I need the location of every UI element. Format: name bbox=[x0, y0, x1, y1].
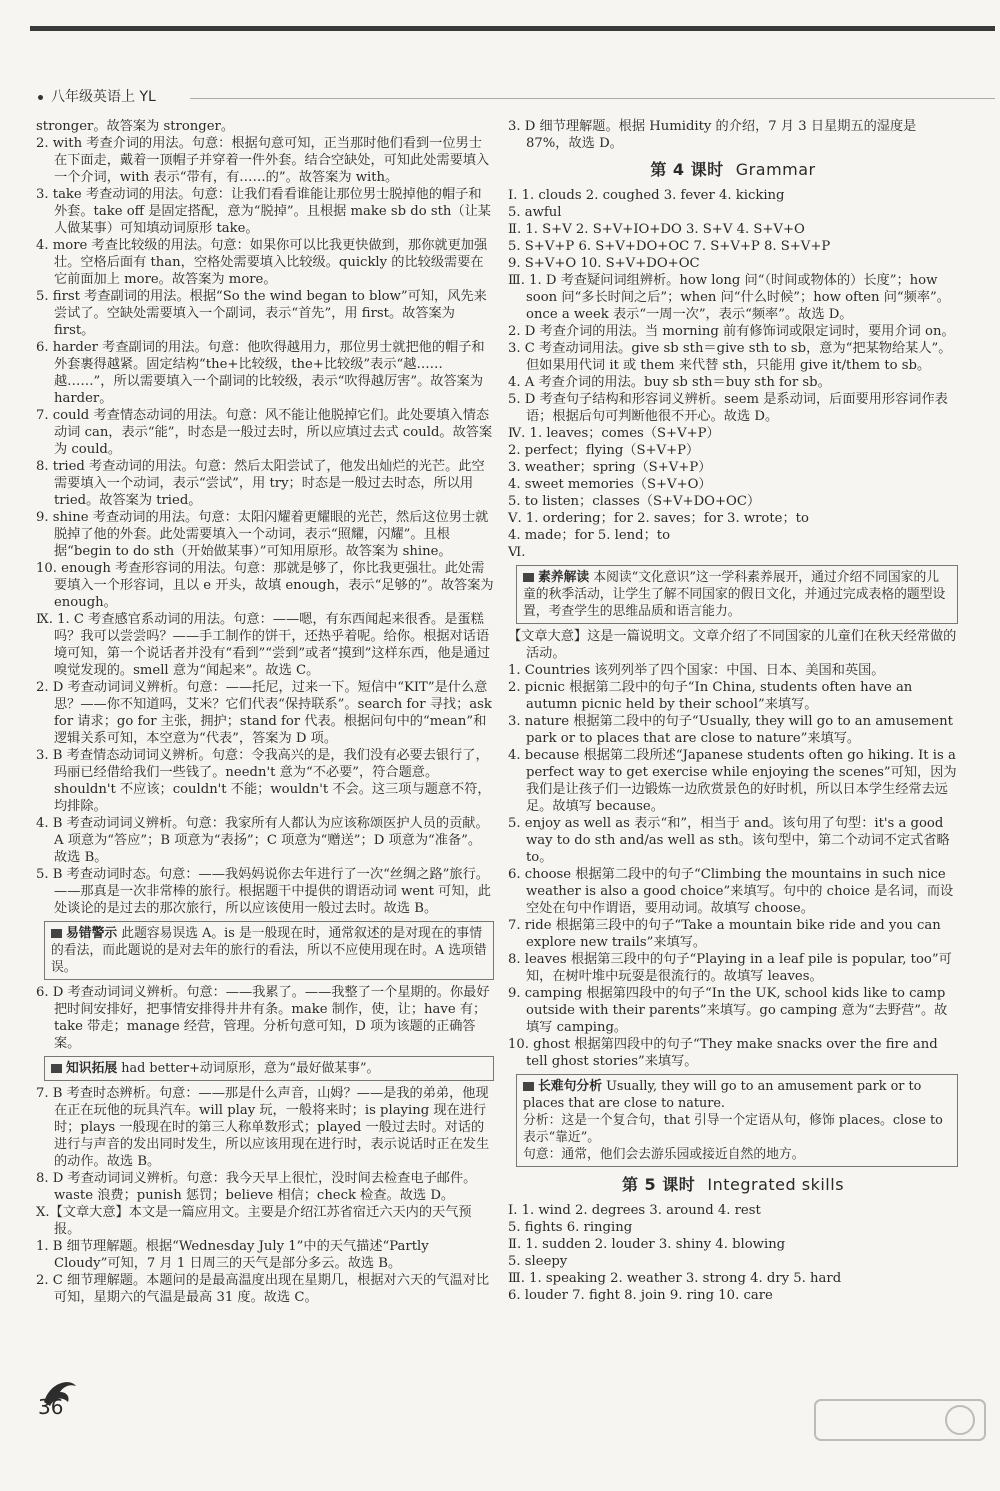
list-item: 2. C 细节理解题。本题问的是最高温度出现在星期几，根据对六天的气温对比可知，星期六的气温是最高 31 度。故选 C。 bbox=[36, 1273, 490, 1305]
list-item: 5. D 考查句子结构和形容词义辨析。seem 是系动词，后面要用形容词作表语；根据后句可判断他很不开心。故选 D。 bbox=[508, 392, 948, 424]
list-item: 2. with 考查介词的用法。句意：根据句意可知，正当那时他们看到一位男士在下面走，戴着一顶帽子并穿着一件外套。结合空缺处，可知此处需要填入一个介词，with 表示“带有，有……的”。故答案为 with。 bbox=[36, 136, 490, 185]
left-column bbox=[36, 118, 494, 1306]
error-warning-box bbox=[44, 921, 494, 980]
list-item: 4. A 考查介词的用法。buy sb sth＝buy sth for sb。 bbox=[508, 375, 831, 390]
box-tag: 知识拓展 bbox=[66, 1061, 118, 1076]
lesson-title: Grammar bbox=[735, 160, 816, 179]
list-item: 3. B 考查情态动词词义辨析。句意：令我高兴的是，我们没有必要去银行了，玛丽已经借给我们一些钱了。needn't 意为“不必要”，符合题意。shouldn't 不应该；couldn't 不能；wouldn't 不会。这三项与题意不符，均排除。 bbox=[36, 748, 491, 814]
list-item: 1. Countries 该列列举了四个国家：中国、日本、美国和英国。 bbox=[508, 663, 885, 678]
list-item: Ⅲ. 1. speaking 2. weather 3. strong 4. dry 5. hard bbox=[508, 1271, 842, 1286]
list-item: 4. more 考查比较级的用法。句意：如果你可以比我更快做到，那你就更加强壮。空格后面有 than，空格处需要填入比较级。quickly 的比较级需要在它前面加上 more。故答案为 more。 bbox=[36, 238, 488, 287]
list-item: 5. awful bbox=[508, 205, 562, 220]
box-tag: 素养解读 bbox=[538, 570, 590, 585]
list-item: 6. D 考查动词词义辨析。句意：——我累了。——我整了一个星期的。你最好把时间安排好，把事情安排得井井有条。make 制作，使，让；have 有；take 带走；manage 经营，管理。分析句意可知，D 项为该题的正确答案。 bbox=[36, 985, 490, 1051]
list-item: Ⅲ. 1. D 考查疑问词组辨析。how long 问“（时间或物体的）长度”；how soon 问“多长时间之后”；when 问“什么时候”；how often 问“频率”。once a week 表示“一周一次”，表示“频率”。故选 D。 bbox=[508, 273, 950, 322]
list-item: 4. because 根据第二段所述“Japanese students often go hiking. It is a perfect way to get exercise while enjoying the scenes”可知，因为我们是让孩子们一边锻炼一边欣赏景色的好时机，所以日本学生经常去远足。故填写 because。 bbox=[508, 748, 957, 814]
list-item: Ⅳ. 1. leaves；comes（S+V+P） bbox=[508, 426, 720, 441]
list-item: 2. D 考查动词词义辨析。句意：——托尼，过来一下。短信中“KIT”是什么意思？——你不知道吗，艾米？它们代表“保持联系”。search for 寻找；ask for 请求；go for 主张，拥护；stand for 代表。根据问句中的“mean”和逻辑关系可知，本空意为“代表”，答案为 D 项。 bbox=[36, 680, 492, 746]
list-item: 1. B 细节理解题。根据“Wednesday July 1”中的天气描述“Partly Cloudy”可知，7 月 1 日周三的天气是部分多云。故选 B。 bbox=[36, 1239, 429, 1271]
note-icon bbox=[523, 573, 534, 582]
box-text: 本阅读“文化意识”这一学科素养展开，通过介绍不同国家的儿童的秋季活动，让学生了解不同国家的假日文化，并通过完成表格的题型设置，考查学生的思维品质和语言能力。 bbox=[523, 570, 946, 619]
list-item: 9. camping 根据第四段中的句子“In the UK, school kids like to camp outside with their parents”来填写。go camping 意为“去野营”。故填写 camping。 bbox=[508, 986, 948, 1035]
list-item: 5. S+V+P 6. S+V+DO+OC 7. S+V+P 8. S+V+P bbox=[508, 239, 831, 254]
list-item: Ⅱ. 1. sudden 2. louder 3. shiny 4. blowing bbox=[508, 1237, 786, 1252]
list-item: 2. D 考查介词的用法。当 morning 前有修饰词或限定词时，要用介词 on。 bbox=[508, 324, 955, 339]
watermark-icon bbox=[810, 1395, 990, 1465]
note-icon bbox=[523, 1082, 534, 1091]
box-text: Usually, they will go to an amusement park or to places that are close to nature. bbox=[523, 1079, 922, 1111]
list-item: 3. C 考查动词用法。give sb sth＝give sth to sb，意为“把某物给某人”。但如果用代词 it 或 them 来代替 sth，只能用 give it/them to sb。 bbox=[508, 341, 952, 373]
list-item: Ⅸ. 1. C 考查感官系动词的用法。句意：——嗯，有东西闻起来很香。是蛋糕吗？我可以尝尝吗？——手工制作的饼干，还热乎着呢。给你。根据对话语境可知，第一个说话者并没有“看到”“尝到”或者“摸到”这样东西，他是通过嗅觉发现的。smell 意为“闻起来”。故选 C。 bbox=[36, 612, 491, 678]
list-item: 9. shine 考查动词的用法。句意：太阳闪耀着更耀眼的光芒，然后这位男士就脱掉了他的外套。此处需要填入一个动词，表示“照耀，闪耀”。且根据“begin to do sth（开始做某事）”可知用原形。故答案为 shine。 bbox=[36, 510, 489, 559]
list-item: 8. D 考查动词词义辨析。句意：我今天早上很忙，没时间去检查电子邮件。waste 浪费；punish 惩罚；believe 相信；check 检查。故选 D。 bbox=[36, 1171, 477, 1203]
header-divider bbox=[190, 98, 995, 99]
box-text: had better+动词原形，意为“最好做某事”。 bbox=[121, 1061, 380, 1076]
list-item: 3. nature 根据第二段中的句子“Usually, they will go to an amusement park or to places that are close to nature”来填写。 bbox=[508, 714, 953, 746]
list-item: Ⅱ. 1. S+V 2. S+V+IO+DO 3. S+V 4. S+V+O bbox=[508, 222, 805, 237]
list-item: 2. perfect；flying（S+V+P） bbox=[508, 443, 700, 458]
knowledge-box bbox=[44, 1056, 494, 1081]
right-column bbox=[508, 118, 958, 1304]
box-text: 此题容易误选 A。is 是一般现在时，通常叙述的是对现在的事情的看法，而此题说的是对去年的旅行的看法，所以不应使用现在时。A 选项错误。 bbox=[51, 926, 487, 975]
list-item: 4. sweet memories（S+V+O） bbox=[508, 477, 712, 492]
top-rule bbox=[30, 26, 995, 31]
list-item: 7. ride 根据第三段中的句子“Take a mountain bike ride and you can explore new trails”来填写。 bbox=[508, 918, 941, 950]
list-item: 10. ghost 根据第四段中的句子“They make snacks over the fire and tell ghost stories”来填写。 bbox=[508, 1037, 938, 1069]
list-item: 6. choose 根据第二段中的句子“Climbing the mountains in such nice weather is also a good choice”来填写。句中的 choice 是名词，而设空处在句中作谓语，要用动词。故填写 choose。 bbox=[508, 867, 954, 916]
box-tag: 长难句分析 bbox=[538, 1079, 602, 1094]
list-item: 8. leaves 根据第三段中的句子“Playing in a leaf pile is popular, too”可知，在树叶堆中玩耍是很流行的。故填写 leaves。 bbox=[508, 952, 952, 984]
list-item: 3. weather；spring（S+V+P） bbox=[508, 460, 712, 475]
list-item: Ⅵ. bbox=[508, 545, 526, 560]
list-item: 3. D 细节理解题。根据 Humidity 的介绍，7 月 3 日星期五的湿度是 87%，故选 D。 bbox=[508, 119, 917, 151]
list-item: Ⅰ. 1. wind 2. degrees 3. around 4. rest bbox=[508, 1203, 761, 1218]
lesson-number: 第 4 课时 bbox=[650, 160, 724, 179]
list-item: 9. S+V+O 10. S+V+DO+OC bbox=[508, 256, 700, 271]
list-item: 4. B 考查动词词义辨析。句意：我家所有人都认为应该称颂医护人员的贡献。A 项意为“答应”；B 项意为“表扬”；C 项意为“赠送”；D 项意为“准备”。故选 B。 bbox=[36, 816, 489, 865]
lesson-heading bbox=[508, 161, 958, 178]
list-item: 5. fights 6. ringing bbox=[508, 1220, 633, 1235]
box-tag: 易错警示 bbox=[66, 926, 118, 941]
lesson-heading bbox=[508, 1176, 958, 1193]
literacy-box bbox=[516, 565, 958, 624]
list-item: 10. enough 考查形容词的用法。句意：那就是够了，你比我更强壮。此处需要填入一个形容词，且以 e 开头，故填 enough，表示“足够的”。故答案为 enough。 bbox=[36, 561, 494, 610]
sentence-analysis-box bbox=[516, 1074, 958, 1167]
note-icon bbox=[51, 1064, 62, 1073]
note-icon bbox=[51, 929, 62, 938]
list-item: 4. made；for 5. lend；to bbox=[508, 528, 671, 543]
box-text: 句意：通常，他们会去游乐园或接近自然的地方。 bbox=[523, 1147, 805, 1162]
list-item: 8. tried 考查动词的用法。句意：然后太阳尝试了，他发出灿烂的光芒。此空需要填入一个动词，表示“尝试”，用 try；时态是一般过去时态，所以用 tried。故答案为 tried。 bbox=[36, 459, 485, 508]
list-item: 2. picnic 根据第二段中的句子“In China, students often have an autumn picnic held by their school”来填写。 bbox=[508, 680, 913, 712]
page-number: 36 bbox=[38, 1395, 64, 1419]
list-item: 6. louder 7. fight 8. join 9. ring 10. care bbox=[508, 1288, 773, 1303]
list-item: 5. enjoy as well as 表示“和”，相当于 and。该句用了句型：it's a good way to do sth and/as well as sth。该句型中，第二个动词不定式省略 to。 bbox=[508, 816, 950, 865]
lesson-number: 第 5 课时 bbox=[621, 1175, 696, 1194]
list-item: 7. could 考查情态动词的用法。句意：风不能让他脱掉它们。此处要填入情态动词 can，表示“能”，时态是一般过去时，所以应填过去式 could。故答案为 could。 bbox=[36, 408, 493, 457]
list-item: 5. to listen；classes（S+V+DO+OC） bbox=[508, 494, 761, 509]
list-item: 3. take 考查动词的用法。句意：让我们看看谁能让那位男士脱掉他的帽子和外套。take off 是固定搭配，意为“脱掉”。且根据 make sb do sth（让某人做某事）可知填动词原形 take。 bbox=[36, 187, 491, 236]
list-item: 6. harder 考查副词的用法。句意：他吹得越用力，那位男士就把他的帽子和外套裹得越紧。固定结构“the+比较级，the+比较级”表示“越……越……”，所以需要填入一个副词的比较级，表示“吹得越厉害”。故答案为 harder。 bbox=[36, 340, 485, 406]
box-text: 分析：这是一个复合句，that 引导一个定语从句，修饰 places。close to 表示“靠近”。 bbox=[523, 1113, 943, 1145]
list-item: 7. B 考查时态辨析。句意：——那是什么声音，山姆？——是我的弟弟，他现在正在玩他的玩具汽车。will play 玩，一般将来时；is playing 现在进行时；plays 一般现在时的第三人称单数形式；played 一般过去时。对话的进行与声音的发出同时发生，所以应该用现在进行时，表示说话时正在发生的动作。故选 B。 bbox=[36, 1086, 490, 1169]
bullet-icon bbox=[38, 95, 43, 100]
lesson-title: Integrated skills bbox=[707, 1175, 845, 1194]
list-item: Ⅴ. 1. ordering；for 2. saves；for 3. wrote；to bbox=[508, 511, 809, 526]
list-item: 【文章大意】这是一篇说明文。文章介绍了不同国家的儿童们在秋天经常做的活动。 bbox=[508, 629, 957, 661]
list-item: 5. B 考查动词时态。句意：——我妈妈说你去年进行了一次“丝绸之路”旅行。——那真是一次非常棒的旅行。根据题干中提供的谓语动词 went 可知，此处谈论的是过去的那次旅行，所以应该使用一般过去时。故选 B。 bbox=[36, 867, 491, 916]
list-item: Ⅹ.【文章大意】本文是一篇应用文。主要是介绍江苏省宿迁六天内的天气预报。 bbox=[36, 1205, 472, 1237]
page-title: 八年级英语上 YL bbox=[51, 89, 156, 105]
page-header bbox=[38, 86, 156, 106]
list-item: stronger。故答案为 stronger。 bbox=[36, 119, 235, 134]
list-item: 5. sleepy bbox=[508, 1254, 568, 1269]
list-item: 5. first 考查副词的用法。根据“So the wind began to blow”可知，风先来尝试了。空缺处需要填入一个副词，表示“首先”，用 first。故答案为 first。 bbox=[36, 289, 487, 338]
list-item: Ⅰ. 1. clouds 2. coughed 3. fever 4. kicking bbox=[508, 188, 785, 203]
